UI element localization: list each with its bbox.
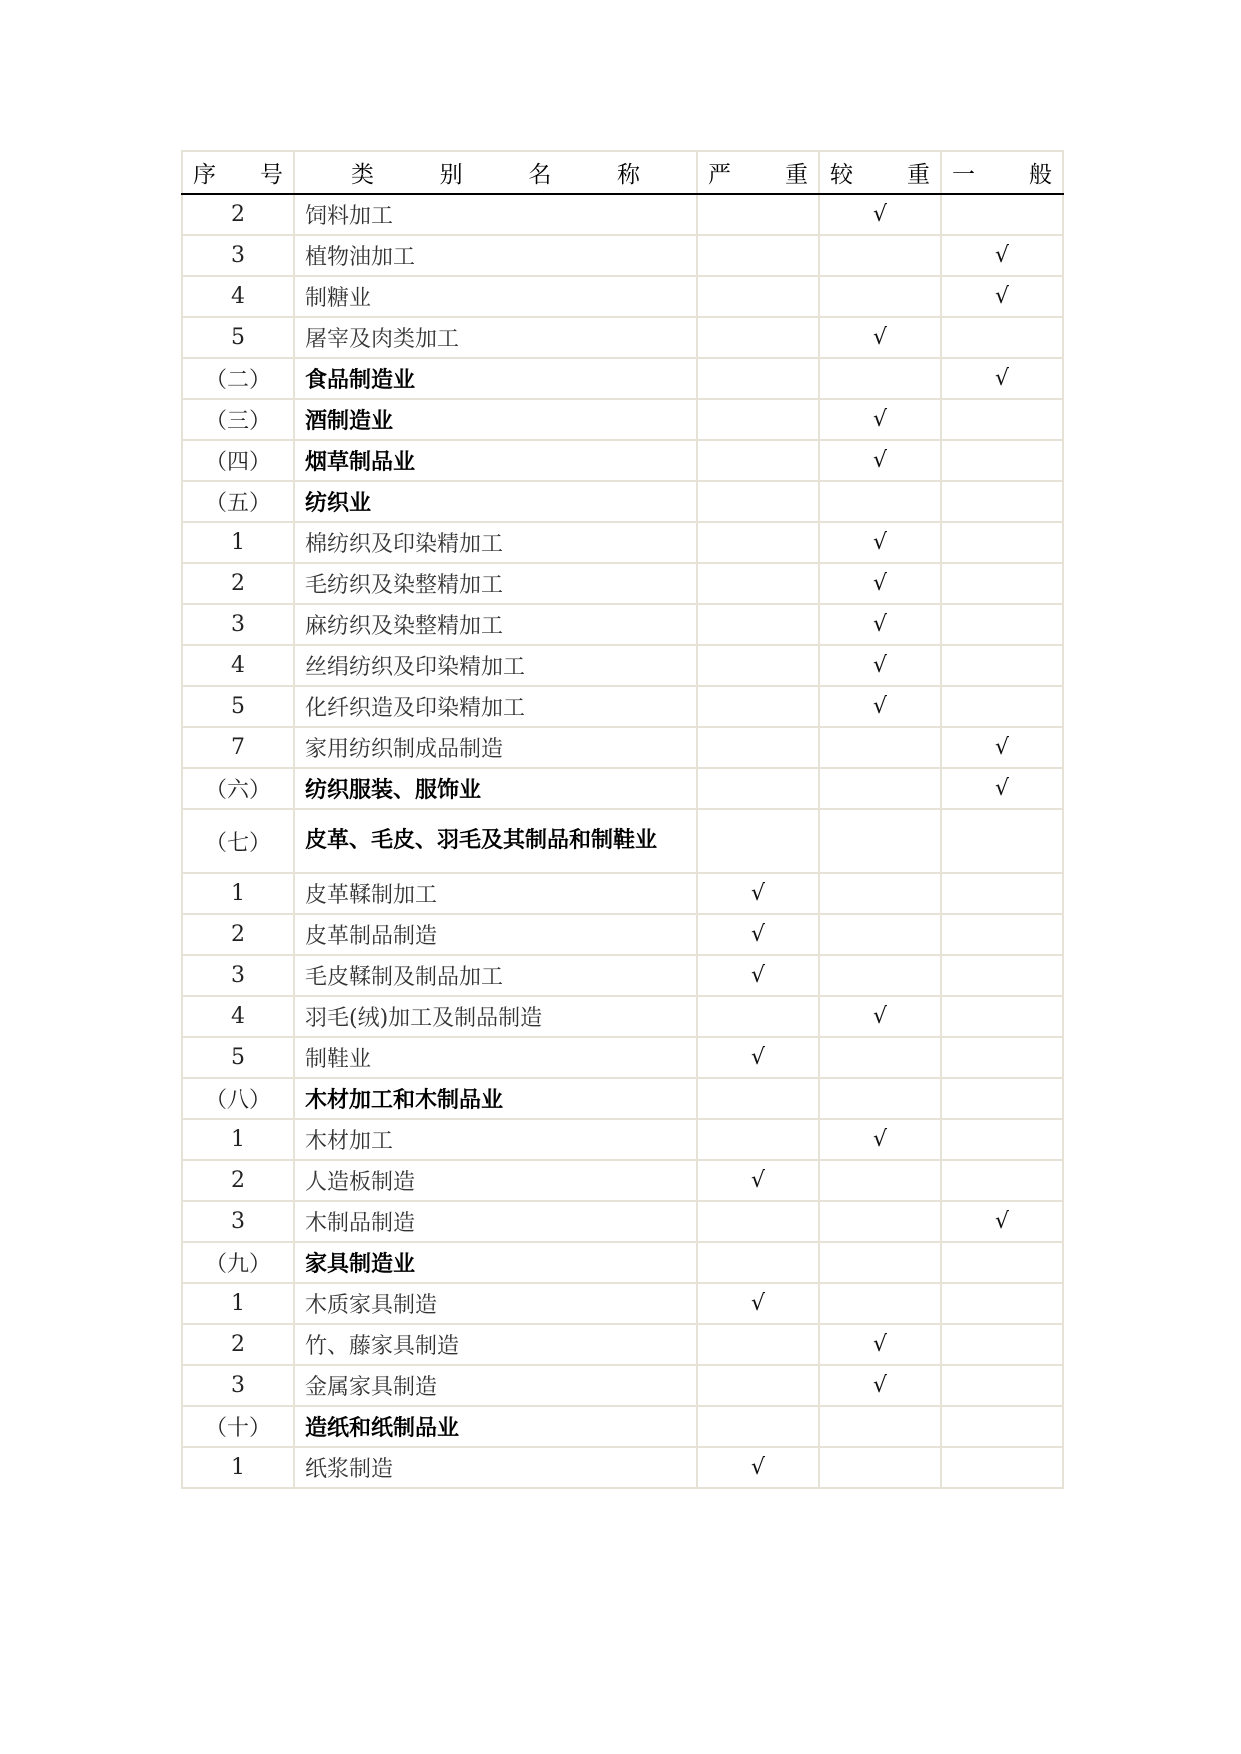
level-severe-cell [697, 1406, 819, 1447]
check-mark-icon: √ [994, 776, 1010, 801]
table-body [182, 194, 1063, 1488]
level-general-cell [941, 481, 1063, 522]
row-seq-number: 3 [182, 1201, 294, 1242]
level-fairly-cell [819, 1365, 941, 1406]
header-fairly-char: 重 [907, 162, 930, 188]
industry-name: 木材加工 [294, 1119, 697, 1160]
industry-name: 化纤织造及印染精加工 [294, 686, 697, 727]
table-row [182, 1324, 1063, 1365]
level-general-cell [941, 1283, 1063, 1324]
header-name-char: 名 [528, 162, 552, 188]
level-severe-cell [697, 768, 819, 809]
check-mark-icon: √ [750, 1168, 766, 1193]
level-severe-cell [697, 481, 819, 522]
row-seq-number: 4 [182, 996, 294, 1037]
category-name: 造纸和纸制品业 [294, 1406, 697, 1447]
table-row [182, 686, 1063, 727]
category-name: 纺织服装、服饰业 [294, 768, 697, 809]
level-fairly-cell [819, 1037, 941, 1078]
category-name: 食品制造业 [294, 358, 697, 399]
level-severe-cell [697, 727, 819, 768]
category-row [182, 1406, 1063, 1447]
header-fairly-char: 较 [830, 162, 853, 188]
row-seq-number: 5 [182, 317, 294, 358]
table-header-row [182, 151, 1063, 194]
category-row [182, 809, 1063, 873]
level-severe-cell [697, 235, 819, 276]
level-severe-cell [697, 914, 819, 955]
row-seq-number: （六） [182, 768, 294, 809]
level-general-cell [941, 235, 1063, 276]
industry-name: 制糖业 [294, 276, 697, 317]
row-seq-number: 2 [182, 1160, 294, 1201]
industry-name: 木制品制造 [294, 1201, 697, 1242]
level-fairly-cell [819, 996, 941, 1037]
check-mark-icon: √ [750, 963, 766, 988]
row-seq-number: （八） [182, 1078, 294, 1119]
row-seq-number: 2 [182, 914, 294, 955]
row-seq-number: 1 [182, 873, 294, 914]
level-severe-cell [697, 809, 819, 873]
check-mark-icon: √ [872, 694, 888, 719]
level-general-cell [941, 996, 1063, 1037]
header-seq-char: 序 [193, 162, 216, 188]
industry-name: 金属家具制造 [294, 1365, 697, 1406]
industry-name: 皮革鞣制加工 [294, 873, 697, 914]
industry-classification-table [181, 150, 1064, 1489]
level-general-cell [941, 914, 1063, 955]
level-severe-cell [697, 399, 819, 440]
table-row [182, 914, 1063, 955]
level-general-cell [941, 645, 1063, 686]
row-seq-number: 3 [182, 955, 294, 996]
level-general-cell [941, 276, 1063, 317]
row-seq-number: 1 [182, 522, 294, 563]
table-row [182, 1201, 1063, 1242]
check-mark-icon: √ [872, 1373, 888, 1398]
level-fairly-cell [819, 440, 941, 481]
header-severe [697, 151, 819, 194]
category-row [182, 440, 1063, 481]
row-seq-number: 3 [182, 235, 294, 276]
level-fairly-cell [819, 1324, 941, 1365]
level-general-cell [941, 358, 1063, 399]
table-row [182, 955, 1063, 996]
industry-name: 竹、藤家具制造 [294, 1324, 697, 1365]
check-mark-icon: √ [872, 612, 888, 637]
level-fairly-cell [819, 1406, 941, 1447]
row-seq-number: 3 [182, 604, 294, 645]
header-general [941, 151, 1063, 194]
table-row [182, 276, 1063, 317]
level-general-cell [941, 873, 1063, 914]
row-seq-number: 2 [182, 194, 294, 235]
category-name: 烟草制品业 [294, 440, 697, 481]
industry-name: 人造板制造 [294, 1160, 697, 1201]
level-general-cell [941, 563, 1063, 604]
row-seq-number: 2 [182, 563, 294, 604]
category-row [182, 399, 1063, 440]
level-severe-cell [697, 522, 819, 563]
check-mark-icon: √ [750, 1455, 766, 1480]
level-fairly-cell [819, 1447, 941, 1488]
level-severe-cell [697, 276, 819, 317]
category-name: 家具制造业 [294, 1242, 697, 1283]
level-severe-cell [697, 194, 819, 235]
level-general-cell [941, 1447, 1063, 1488]
industry-name: 饲料加工 [294, 194, 697, 235]
level-fairly-cell [819, 563, 941, 604]
level-general-cell [941, 522, 1063, 563]
row-seq-number: 1 [182, 1119, 294, 1160]
table-row [182, 1037, 1063, 1078]
row-seq-number: （十） [182, 1406, 294, 1447]
row-seq-number: 4 [182, 645, 294, 686]
check-mark-icon: √ [872, 1332, 888, 1357]
industry-name: 家用纺织制成品制造 [294, 727, 697, 768]
check-mark-icon: √ [872, 1127, 888, 1152]
category-row [182, 358, 1063, 399]
level-general-cell [941, 440, 1063, 481]
level-general-cell [941, 399, 1063, 440]
level-severe-cell [697, 1037, 819, 1078]
level-general-cell [941, 809, 1063, 873]
level-fairly-cell [819, 317, 941, 358]
level-general-cell [941, 1201, 1063, 1242]
check-mark-icon: √ [872, 530, 888, 555]
check-mark-icon: √ [994, 1209, 1010, 1234]
category-name: 皮革、毛皮、羽毛及其制品和制鞋业 [294, 809, 697, 873]
level-fairly-cell [819, 645, 941, 686]
header-fairly-severe [819, 151, 941, 194]
level-general-cell [941, 1365, 1063, 1406]
check-mark-icon: √ [872, 448, 888, 473]
industry-name: 毛纺织及染整精加工 [294, 563, 697, 604]
row-seq-number: 1 [182, 1447, 294, 1488]
category-name: 木材加工和木制品业 [294, 1078, 697, 1119]
level-severe-cell [697, 686, 819, 727]
level-fairly-cell [819, 194, 941, 235]
table-row [182, 1160, 1063, 1201]
table-row [182, 1447, 1063, 1488]
header-name-char: 称 [616, 162, 640, 188]
industry-name: 木质家具制造 [294, 1283, 697, 1324]
level-general-cell [941, 727, 1063, 768]
category-row [182, 1078, 1063, 1119]
table-row [182, 873, 1063, 914]
level-fairly-cell [819, 1283, 941, 1324]
category-row [182, 1242, 1063, 1283]
header-name-char: 类 [351, 162, 374, 188]
check-mark-icon: √ [994, 284, 1010, 309]
level-fairly-cell [819, 1160, 941, 1201]
level-fairly-cell [819, 1242, 941, 1283]
row-seq-number: （三） [182, 399, 294, 440]
level-severe-cell [697, 1078, 819, 1119]
level-fairly-cell [819, 1119, 941, 1160]
industry-name: 麻纺织及染整精加工 [294, 604, 697, 645]
level-fairly-cell [819, 358, 941, 399]
level-fairly-cell [819, 1078, 941, 1119]
level-severe-cell [697, 1365, 819, 1406]
industry-name: 屠宰及肉类加工 [294, 317, 697, 358]
table-row [182, 996, 1063, 1037]
level-severe-cell [697, 358, 819, 399]
level-severe-cell [697, 955, 819, 996]
level-severe-cell [697, 1324, 819, 1365]
header-seq-char: 号 [260, 162, 283, 188]
table-row [182, 604, 1063, 645]
table-row [182, 645, 1063, 686]
industry-name: 纸浆制造 [294, 1447, 697, 1488]
row-seq-number: （四） [182, 440, 294, 481]
header-seq [182, 151, 294, 194]
check-mark-icon: √ [872, 653, 888, 678]
check-mark-icon: √ [750, 1045, 766, 1070]
header-severe-char: 重 [785, 162, 808, 188]
row-seq-number: （二） [182, 358, 294, 399]
level-general-cell [941, 1078, 1063, 1119]
row-seq-number: 4 [182, 276, 294, 317]
check-mark-icon: √ [750, 1291, 766, 1316]
check-mark-icon: √ [994, 735, 1010, 760]
level-general-cell [941, 1119, 1063, 1160]
level-severe-cell [697, 996, 819, 1037]
check-mark-icon: √ [750, 922, 766, 947]
level-severe-cell [697, 1160, 819, 1201]
level-severe-cell [697, 1283, 819, 1324]
header-severe-char: 严 [708, 162, 731, 188]
level-severe-cell [697, 645, 819, 686]
level-fairly-cell [819, 522, 941, 563]
level-fairly-cell [819, 873, 941, 914]
header-category-name [294, 151, 697, 194]
level-fairly-cell [819, 276, 941, 317]
header-general-char: 般 [1029, 162, 1052, 188]
level-fairly-cell [819, 914, 941, 955]
category-row [182, 768, 1063, 809]
level-fairly-cell [819, 604, 941, 645]
level-fairly-cell [819, 955, 941, 996]
table-row [182, 1365, 1063, 1406]
row-seq-number: 3 [182, 1365, 294, 1406]
level-fairly-cell [819, 727, 941, 768]
level-general-cell [941, 194, 1063, 235]
level-general-cell [941, 955, 1063, 996]
level-severe-cell [697, 563, 819, 604]
category-name: 纺织业 [294, 481, 697, 522]
level-general-cell [941, 768, 1063, 809]
industry-name: 制鞋业 [294, 1037, 697, 1078]
table-row [182, 194, 1063, 235]
header-name-char: 别 [439, 162, 463, 188]
category-row [182, 481, 1063, 522]
table-row [182, 563, 1063, 604]
check-mark-icon: √ [994, 243, 1010, 268]
industry-name: 植物油加工 [294, 235, 697, 276]
row-seq-number: 5 [182, 686, 294, 727]
level-severe-cell [697, 1242, 819, 1283]
header-general-char: 一 [952, 162, 975, 188]
table-row [182, 727, 1063, 768]
table-row [182, 1119, 1063, 1160]
check-mark-icon: √ [872, 571, 888, 596]
industry-name: 棉纺织及印染精加工 [294, 522, 697, 563]
row-seq-number: （九） [182, 1242, 294, 1283]
check-mark-icon: √ [872, 202, 888, 227]
level-fairly-cell [819, 481, 941, 522]
check-mark-icon: √ [872, 325, 888, 350]
level-fairly-cell [819, 768, 941, 809]
level-general-cell [941, 604, 1063, 645]
table-row [182, 1283, 1063, 1324]
table-row [182, 522, 1063, 563]
level-fairly-cell [819, 235, 941, 276]
level-fairly-cell [819, 399, 941, 440]
row-seq-number: （五） [182, 481, 294, 522]
level-general-cell [941, 1160, 1063, 1201]
check-mark-icon: √ [872, 1004, 888, 1029]
check-mark-icon: √ [994, 366, 1010, 391]
category-name: 酒制造业 [294, 399, 697, 440]
level-general-cell [941, 1406, 1063, 1447]
industry-name: 皮革制品制造 [294, 914, 697, 955]
industry-name: 丝绢纺织及印染精加工 [294, 645, 697, 686]
level-general-cell [941, 1324, 1063, 1365]
row-seq-number: 1 [182, 1283, 294, 1324]
level-general-cell [941, 1037, 1063, 1078]
level-severe-cell [697, 873, 819, 914]
level-fairly-cell [819, 1201, 941, 1242]
row-seq-number: 5 [182, 1037, 294, 1078]
level-fairly-cell [819, 809, 941, 873]
row-seq-number: 7 [182, 727, 294, 768]
row-seq-number: 2 [182, 1324, 294, 1365]
level-general-cell [941, 1242, 1063, 1283]
industry-name: 羽毛(绒)加工及制品制造 [294, 996, 697, 1037]
level-severe-cell [697, 317, 819, 358]
level-fairly-cell [819, 686, 941, 727]
level-general-cell [941, 317, 1063, 358]
table-row [182, 317, 1063, 358]
check-mark-icon: √ [750, 881, 766, 906]
level-severe-cell [697, 1119, 819, 1160]
level-general-cell [941, 686, 1063, 727]
level-severe-cell [697, 604, 819, 645]
table-row [182, 235, 1063, 276]
level-severe-cell [697, 1447, 819, 1488]
level-severe-cell [697, 440, 819, 481]
row-seq-number: （七） [182, 809, 294, 873]
industry-name: 毛皮鞣制及制品加工 [294, 955, 697, 996]
check-mark-icon: √ [872, 407, 888, 432]
level-severe-cell [697, 1201, 819, 1242]
